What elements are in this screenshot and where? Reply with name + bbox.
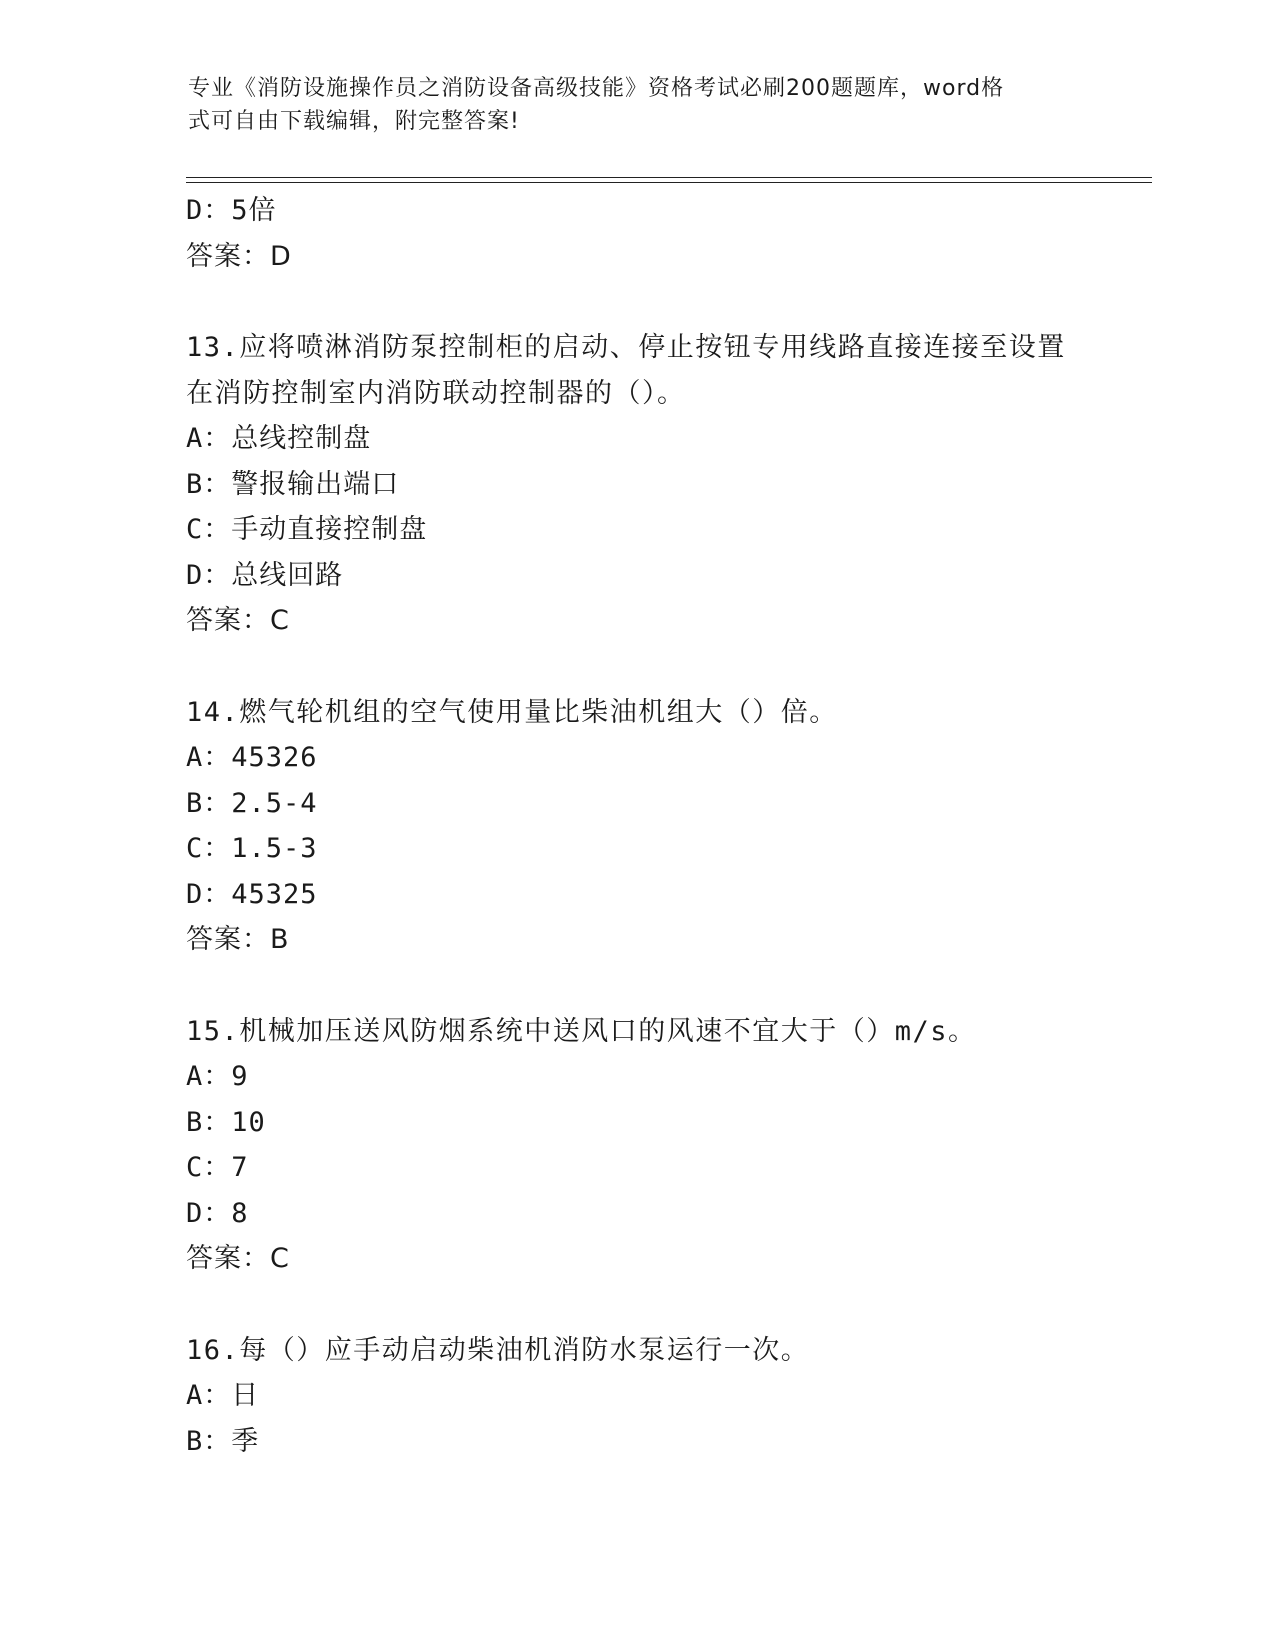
page-header — [188, 72, 1068, 138]
option-b: B：2.5-4 — [186, 787, 318, 819]
question-text — [186, 325, 1066, 416]
option-a: A：9 — [186, 1061, 249, 1092]
option-c: C：1.5-3 — [186, 833, 318, 864]
header-line-2: 式可自由下载编辑，附完整答案! — [188, 109, 520, 134]
question-14 — [186, 690, 1086, 963]
question-text-line-2: 在消防控制室内消防联动控制器的（）。 — [186, 377, 686, 409]
document-body — [186, 188, 1086, 1464]
question-text: 15.机械加压送风防烟系统中送风口的风速不宜大于（）m/s。 — [186, 1015, 977, 1047]
option-d: D：45325 — [186, 878, 318, 910]
question-text-line-1: 13.应将喷淋消防泵控制柜的启动、停止按钮专用线路直接连接至设置 — [186, 332, 1066, 363]
option-a: A：日 — [186, 1380, 260, 1411]
option-a: A：总线控制盘 — [186, 423, 372, 454]
question-16 — [186, 1328, 1086, 1465]
question-15 — [186, 1009, 1086, 1282]
header-divider-top — [186, 177, 1152, 178]
option-d: D：总线回路 — [186, 559, 344, 591]
option-b: B：季 — [186, 1425, 260, 1457]
question-13 — [186, 325, 1086, 644]
answer-line: 答案：C — [186, 605, 290, 636]
header-divider-bottom — [186, 182, 1152, 183]
option-c: C：手动直接控制盘 — [186, 514, 428, 545]
option-c: C：7 — [186, 1152, 249, 1183]
option-b: B：10 — [186, 1106, 266, 1138]
answer-line: 答案：C — [186, 1243, 290, 1274]
option-b: B：警报输出端口 — [186, 468, 400, 500]
question-text: 14.燃气轮机组的空气使用量比柴油机组大（）倍。 — [186, 696, 838, 728]
answer-line: 答案：D — [186, 240, 292, 272]
question-text: 16.每（）应手动启动柴油机消防水泵运行一次。 — [186, 1334, 810, 1366]
option-d: D：5倍 — [186, 195, 277, 226]
option-d: D：8 — [186, 1197, 249, 1229]
header-line-1: 专业《消防设施操作员之消防设备高级技能》资格考试必刷200题题库，word格 — [188, 76, 1005, 101]
option-a: A：45326 — [186, 742, 318, 773]
answer-line: 答案：B — [186, 924, 290, 955]
